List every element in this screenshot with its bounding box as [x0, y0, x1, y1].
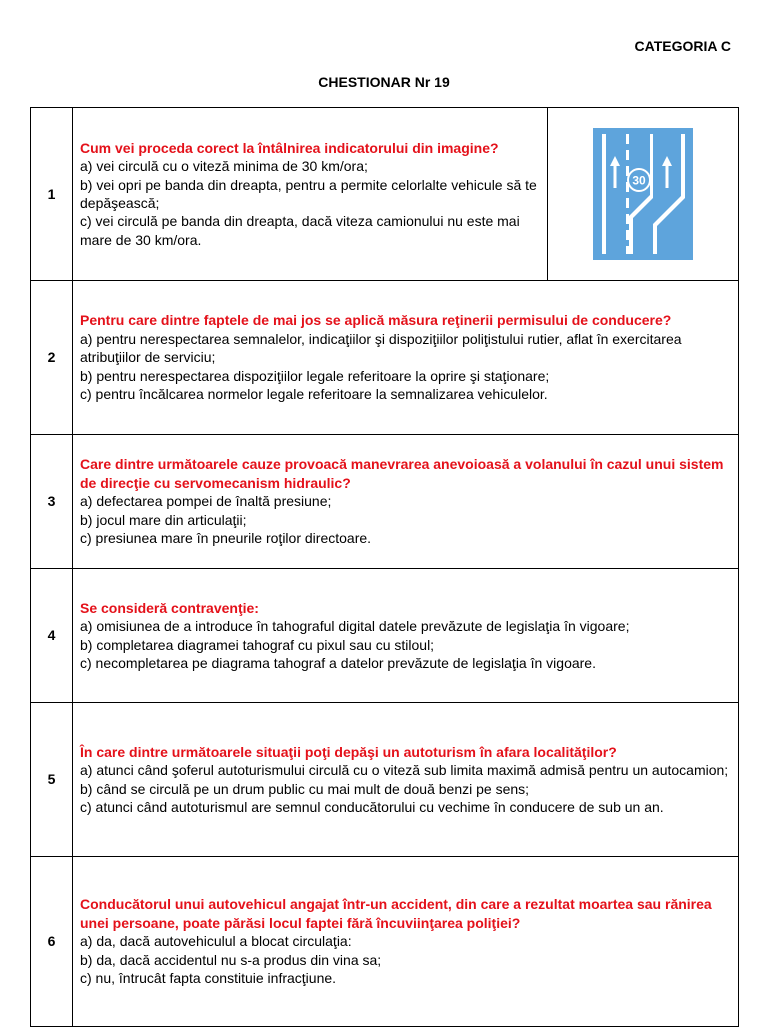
- question-row-4: [31, 569, 739, 703]
- question-text: În care dintre următoarele situaţii poţi depăşi un autoturism în afara localităţilor?: [80, 743, 617, 760]
- answer-b: b) jocul mare din articulaţii;: [80, 511, 247, 528]
- question-number: 3: [31, 435, 73, 569]
- question-number: 4: [31, 569, 73, 703]
- question-text: Se consideră contravenţie:: [80, 599, 259, 616]
- question-text: Care dintre următoarele cauze provoacă manevrarea anevoioasă a volanului în cazul unui sistem de direcţie cu servomecanism hidraulic?: [80, 456, 724, 491]
- question-body: [73, 569, 739, 703]
- question-number: 5: [31, 703, 73, 857]
- answer-b: b) da, dacă accidentul nu s-a produs din vina sa;: [80, 951, 382, 968]
- question-row-3: [31, 435, 739, 569]
- answer-c: c) atunci când autoturismul are semnul conducătorului cu vechime în conducere de sub un an.: [80, 798, 664, 815]
- question-number: 2: [31, 281, 73, 435]
- question-number: 6: [31, 857, 73, 1027]
- question-body: [73, 281, 739, 435]
- question-body: [73, 703, 739, 857]
- lane-speed-sign-icon: [593, 128, 693, 260]
- answer-a: a) da, dacă autovehiculul a blocat circulaţia:: [80, 933, 352, 950]
- answer-b: b) când se circulă pe un drum public cu mai mult de două benzi pe sens;: [80, 780, 530, 797]
- answer-b: b) completarea diagramei tahograf cu pixul sau cu stiloul;: [80, 636, 435, 653]
- answer-c: c) presiunea mare în pneurile roţilor directoare.: [80, 530, 372, 547]
- answer-b: b) pentru nerespectarea dispoziţiilor legale referitoare la oprire şi staţionare;: [80, 367, 550, 384]
- question-row-2: [31, 281, 739, 435]
- answer-a: a) pentru nerespectarea semnalelor, indicaţiilor şi dispoziţiilor poliţistului rutier, aflat în exercitarea atribuţiilor de serviciu;: [80, 330, 682, 366]
- questionnaire-title: CHESTIONAR Nr 19: [318, 74, 450, 90]
- question-text: Cum vei proceda corect la întâlnirea indicatorului din imagine?: [80, 139, 499, 156]
- answer-a: a) atunci când şoferul autoturismului circulă cu o viteză sub limita maximă admisă pentru un autocamion;: [80, 762, 729, 779]
- question-body: [73, 435, 739, 569]
- question-number: 1: [31, 108, 73, 281]
- answer-c: c) vei circulă pe banda din dreapta, dacă viteza camionului nu este mai mare de 30 km/ora.: [80, 213, 520, 248]
- question-row-1: [31, 108, 739, 281]
- question-row-6: [31, 857, 739, 1027]
- answer-c: c) nu, întrucât fapta constituie infracţiune.: [80, 970, 337, 987]
- question-body: [73, 857, 739, 1027]
- questions-table: [30, 107, 739, 1027]
- question-body: [73, 108, 548, 281]
- answer-c: c) necompletarea pe diagrama tahograf a datelor prevăzute de legislaţia în vigoare.: [80, 654, 596, 671]
- question-text: Pentru care dintre faptele de mai jos se aplică măsura reţinerii permisului de conducere?: [80, 312, 672, 329]
- answer-b: b) vei opri pe banda din dreapta, pentru a permite celorlalte vehicule să te depăşească;: [80, 176, 537, 211]
- category-label: CATEGORIA C: [634, 38, 731, 54]
- answer-c: c) pentru încălcarea normelor legale referitoare la semnalizarea vehiculelor.: [80, 386, 548, 403]
- answer-a: a) vei circulă cu o viteză minima de 30 km/ora;: [80, 158, 368, 175]
- question-row-5: [31, 703, 739, 857]
- sign-image-cell: [548, 108, 739, 281]
- answer-a: a) defectarea pompei de înaltă presiune;: [80, 493, 332, 510]
- question-text: Conducătorul unui autovehicul angajat într-un accident, din care a rezultat moartea sau rănirea unei persoane, poate părăsi locul faptei fără încuviinţarea poliţiei?: [80, 896, 712, 931]
- answer-a: a) omisiunea de a introduce în tahograful digital datele prevăzute de legislaţia în vigoare;: [80, 618, 630, 635]
- speed-value: 30: [632, 173, 646, 188]
